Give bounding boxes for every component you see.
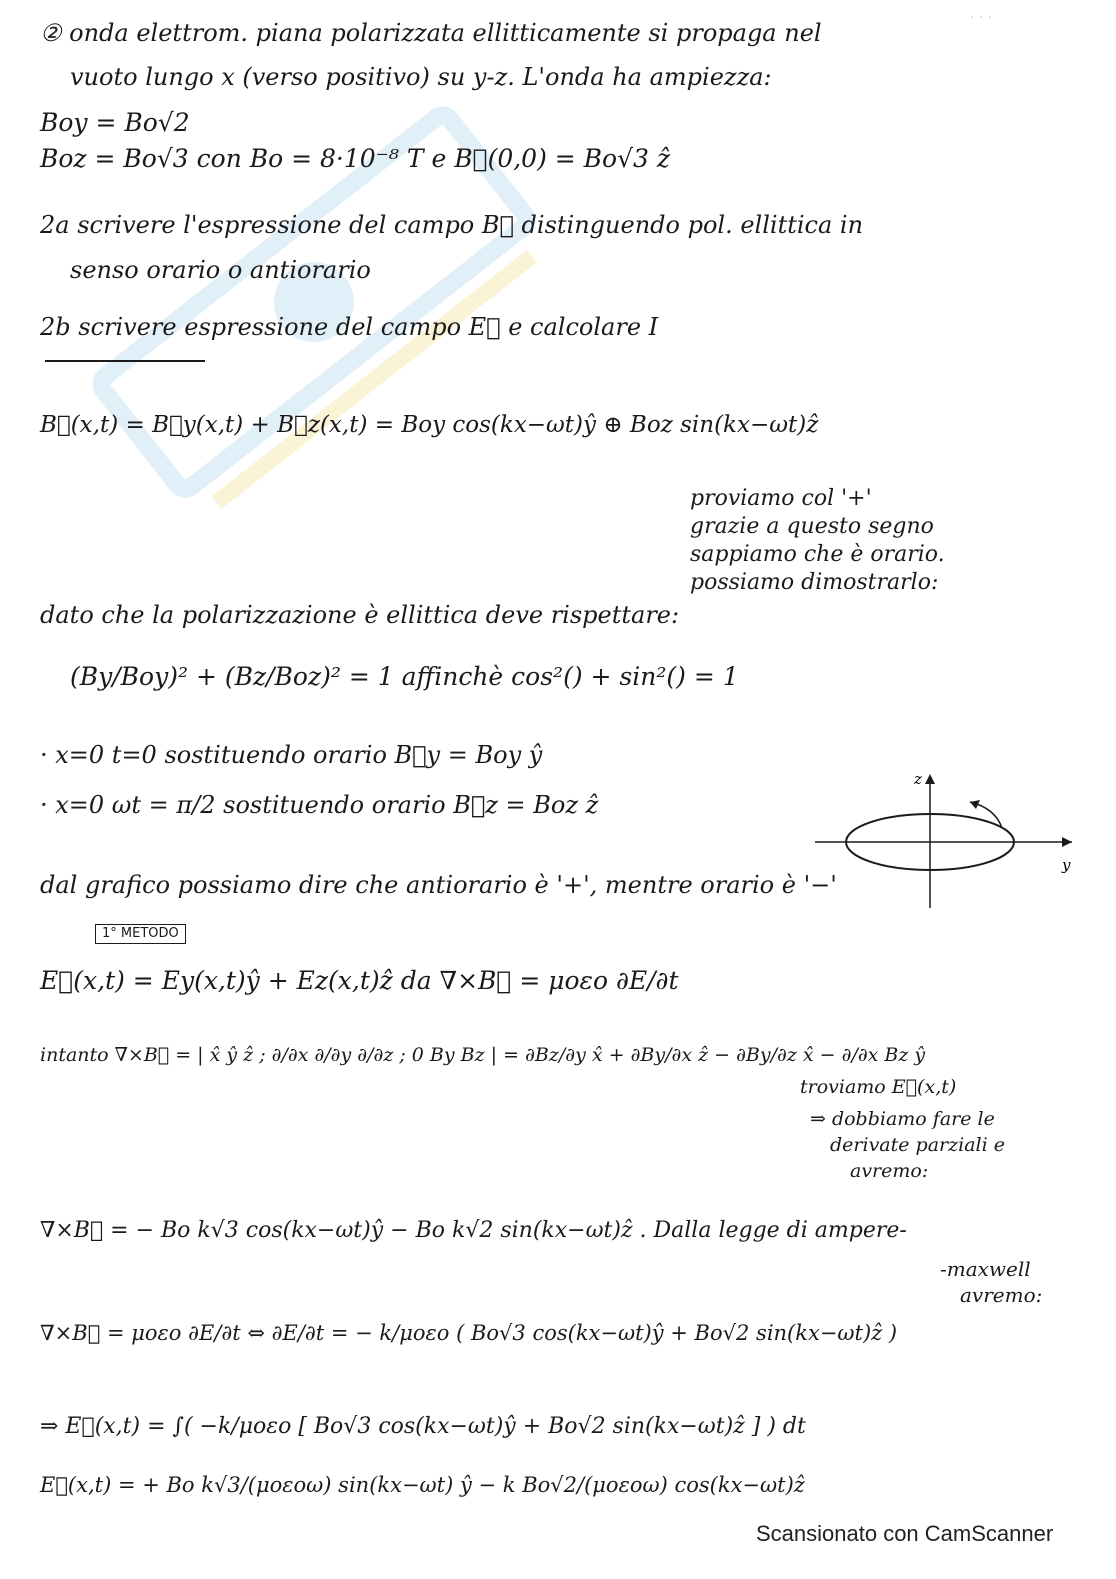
note-derivate-3: avremo: (850, 1160, 929, 1182)
text-line-13: dal grafico possiamo dire che antiorario è '+', mentre orario è '−' (40, 871, 837, 899)
text-line-16: ∇×B⃗ = − Bo k√3 cos(kx−ωt)ŷ − Bo k√2 sin(kx−ωt)ẑ . Dalla legge di ampere- (40, 1218, 907, 1243)
text-line-2: vuoto lungo x (verso positivo) su y-z. L'onda ha ampiezza: (70, 63, 772, 91)
text-line-7: 2b scrivere espressione del campo E⃗ e calcolare I (40, 313, 659, 341)
text-line-6: senso orario o antiorario (70, 256, 371, 284)
note-proviamo-4: possiamo dimostrarlo: (690, 570, 939, 595)
note-maxwell-1: -maxwell (940, 1257, 1031, 1281)
note-maxwell-2: avremo: (960, 1283, 1043, 1307)
text-line-19: E⃗(x,t) = + Bo k√3/(μoεoω) sin(kx−ωt) ŷ − k Bo√2/(μoεoω) cos(kx−ωt)ẑ (40, 1473, 805, 1497)
note-derivate-1: ⇒ dobbiamo fare le (810, 1108, 995, 1130)
graph-axis-y: y (1062, 856, 1071, 874)
text-line-8: B⃗(x,t) = B⃗y(x,t) + B⃗z(x,t) = Boy cos(kx−ωt)ŷ ⊕ Boz sin(kx−ωt)ẑ (40, 412, 819, 438)
text-line-12: · x=0 ωt = π/2 sostituendo orario B⃗z = Boz ẑ (40, 791, 599, 819)
text-line-3: Boy = Bo√2 (40, 108, 190, 137)
text-line-9: dato che la polarizzazione è ellittica deve rispettare: (40, 601, 680, 629)
method-label-box: 1° METODO (95, 924, 186, 944)
graph-axis-z: z (914, 770, 922, 788)
camscanner-footer: Scansionato con CamScanner (756, 1521, 1054, 1546)
text-line-17: ∇×B⃗ = μoεo ∂E/∂t ⇔ ∂E/∂t = − k/μoεo ( Bo√3 cos(kx−ωt)ŷ + Bo√2 sin(kx−ωt)ẑ ) (40, 1321, 898, 1345)
text-line-15: intanto ∇×B⃗ = | x̂ ŷ ẑ ; ∂/∂x ∂/∂y ∂/∂z ; 0 By Bz | = ∂Bz/∂y x̂ + ∂By/∂x ẑ − ∂By/∂z x̂ − ∂/∂x Bz ŷ (40, 1044, 926, 1066)
text-line-10: (By/Boy)² + (Bz/Boz)² = 1 affinchè cos²() + sin²() = 1 (70, 662, 739, 691)
text-line-1: ② onda elettrom. piana polarizzata ellitticamente si propaga nel (40, 19, 822, 47)
faint-bleed-text: · · · (970, 10, 993, 26)
text-line-14: E⃗(x,t) = Ey(x,t)ŷ + Ez(x,t)ẑ da ∇×B⃗ = μoεo ∂E/∂t (40, 966, 679, 995)
text-line-11: · x=0 t=0 sostituendo orario B⃗y = Boy ŷ (40, 741, 543, 769)
note-trovare: troviamo E⃗(x,t) (800, 1076, 957, 1098)
note-proviamo-1: proviamo col '+' (690, 486, 872, 511)
note-derivate-2: derivate parziali e (830, 1134, 1005, 1156)
text-line-18: ⇒ E⃗(x,t) = ∫( −k/μoεo [ Bo√3 cos(kx−ωt)ŷ + Bo√2 sin(kx−ωt)ẑ ] ) dt (40, 1414, 806, 1439)
text-line-5: 2a scrivere l'espressione del campo B⃗ distinguendo pol. ellittica in (40, 211, 864, 239)
note-proviamo-3: sappiamo che è orario. (690, 542, 945, 567)
underline-divider (45, 360, 205, 362)
note-proviamo-2: grazie a questo segno (690, 514, 934, 539)
text-line-4: Boz = Bo√3 con Bo = 8·10⁻⁸ T e B⃗(0,0) = Bo√3 ẑ (40, 144, 671, 173)
